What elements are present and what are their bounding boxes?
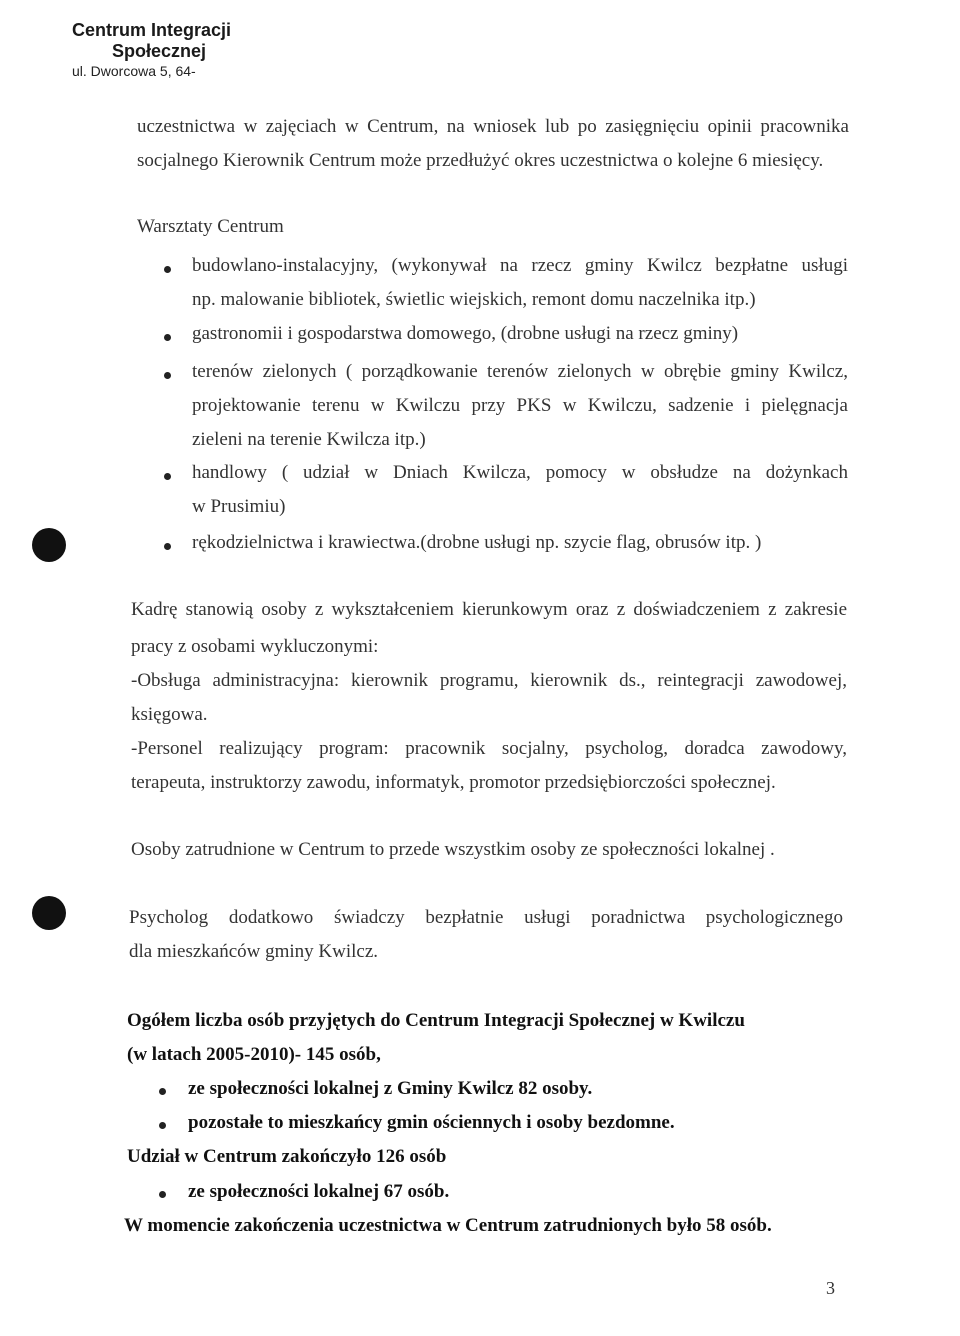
bullet-icon	[159, 1122, 166, 1129]
intro-line-2: socjalnego Kierownik Centrum może przedłużyć okres uczestnictwa o kolejne 6 miesięcy.	[137, 150, 824, 171]
bullet-icon	[164, 266, 171, 273]
bullet-icon	[164, 473, 171, 480]
bullet-icon	[164, 334, 171, 341]
org-name-line1: Centrum Integracji	[72, 20, 232, 40]
staff-line-1: Kadrę stanowią osoby z wykształceniem kierunkowym oraz z doświadczeniem z zakresie	[131, 599, 847, 620]
org-address: ul. Dworcowa 5, 64-	[72, 63, 196, 80]
punch-hole-bottom	[32, 896, 66, 930]
summary-bullet-1: ze społeczności lokalnej z Gminy Kwilcz 82 osoby.	[188, 1078, 593, 1099]
staff-line-4: księgowa.	[131, 704, 208, 725]
summary-bullet-3: ze społeczności lokalnej 67 osób.	[188, 1181, 450, 1202]
staff-line-3: -Obsługa administracyjna: kierownik programu, kierownik ds., reintegracji zawodowej,	[131, 670, 847, 691]
summary-line-1: Ogółem liczba osób przyjętych do Centrum Integracji Społecznej w Kwilczu	[127, 1010, 745, 1031]
employed-line: Osoby zatrudnione w Centrum to przede wszystkim osoby ze społeczności lokalnej .	[131, 839, 775, 860]
staff-line-2: pracy z osobami wykluczonymi:	[131, 636, 379, 657]
workshop-3-line-1: terenów zielonych ( porządkowanie terenów zielonych w obrębie gminy Kwilcz,	[192, 361, 848, 382]
summary-line-4: W momencie zakończenia uczestnictwa w Centrum zatrudnionych było 58 osób.	[124, 1215, 772, 1236]
summary-line-3: Udział w Centrum zakończyło 126 osób	[127, 1146, 447, 1167]
psych-line-2: dla mieszkańców gminy Kwilcz.	[129, 941, 379, 962]
bullet-icon	[159, 1088, 166, 1095]
workshop-1-line-2: np. malowanie bibliotek, świetlic wiejskich, remont domu naczelnika itp.)	[192, 289, 756, 310]
workshop-4-line-1: handlowy ( udział w Dniach Kwilcza, pomocy w obsłudze na dożynkach	[192, 462, 848, 483]
bullet-icon	[159, 1191, 166, 1198]
workshop-1-line-1: budowlano-instalacyjny, (wykonywał na rzecz gminy Kwilcz bezpłatne usługi	[192, 255, 848, 276]
workshop-2-line-1: gastronomii i gospodarstwa domowego, (drobne usługi na rzecz gminy)	[192, 323, 739, 344]
workshop-3-line-2: projektowanie terenu w Kwilczu przy PKS w Kwilczu, sadzenie i pielęgnacja	[192, 395, 848, 416]
workshops-title: Warsztaty Centrum	[137, 216, 284, 237]
workshop-5-line-1: rękodzielnictwa i krawiectwa.(drobne usługi np. szycie flag, obrusów itp. )	[192, 532, 762, 553]
workshop-4-line-2: w Prusimiu)	[192, 496, 286, 517]
letterhead	[72, 20, 231, 79]
staff-line-6: terapeuta, instruktorzy zawodu, informatyk, promotor przedsiębiorczości społecznej.	[131, 772, 776, 793]
org-name-line2: Społecznej	[112, 40, 207, 61]
page-number: 3	[826, 1278, 835, 1298]
punch-hole-top	[32, 528, 66, 562]
intro-line-1: uczestnictwa w zajęciach w Centrum, na wniosek lub po zasięgnięciu opinii pracownika	[137, 116, 849, 137]
summary-bullet-2: pozostałe to mieszkańcy gmin ościennych i osoby bezdomne.	[188, 1112, 675, 1133]
bullet-icon	[164, 543, 171, 550]
staff-line-5: -Personel realizujący program: pracownik socjalny, psycholog, doradca zawodowy,	[131, 738, 847, 759]
bullet-icon	[164, 372, 171, 379]
psych-line-1: Psycholog dodatkowo świadczy bezpłatnie usługi poradnictwa psychologicznego	[129, 907, 843, 928]
summary-line-2: (w latach 2005-2010)- 145 osób,	[127, 1044, 381, 1065]
workshop-3-line-3: zieleni na terenie Kwilcza itp.)	[192, 429, 426, 450]
